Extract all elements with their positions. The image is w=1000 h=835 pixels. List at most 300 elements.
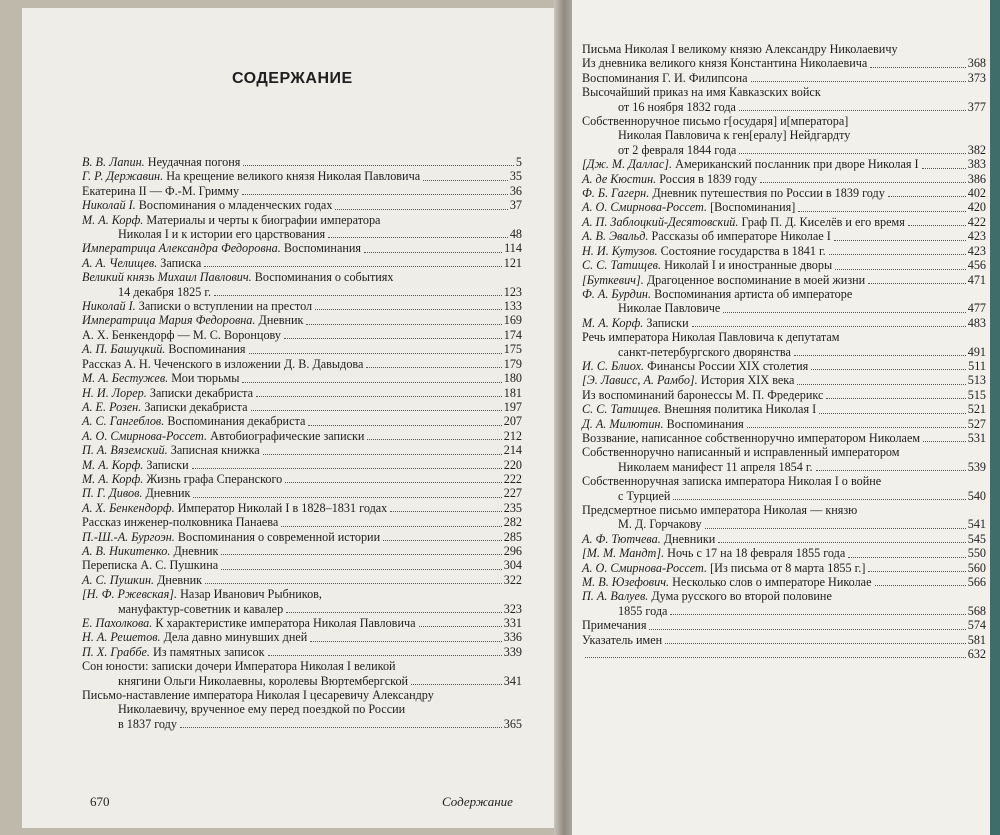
toc-entry-text — [82, 184, 239, 198]
toc-page-number: 220 — [503, 457, 522, 472]
toc-page-number: 386 — [967, 171, 986, 186]
toc-author: М. А. Бестужев. — [82, 371, 169, 386]
toc-title: Рассказ инженер-полковника Панаева — [82, 515, 279, 530]
toc-entry-line — [82, 357, 522, 371]
left-book-page — [22, 8, 560, 828]
toc-entry-text — [82, 256, 201, 270]
toc-entry-line — [582, 172, 986, 186]
toc-entry-text — [82, 414, 305, 428]
toc-title: История XIX века — [700, 373, 795, 388]
toc-page-number: 121 — [503, 255, 522, 270]
toc-title: Автобиографические записки — [210, 428, 365, 443]
toc-entry-line — [82, 616, 522, 630]
toc-author: И. С. Блиох. — [582, 358, 645, 373]
toc-title: Дневник — [145, 486, 191, 501]
toc-title: А. Х. Бенкендорф — М. С. Воронцову — [82, 327, 281, 342]
toc-entry — [82, 659, 522, 688]
toc-entry-line — [582, 56, 986, 70]
toc-page-number: 513 — [967, 373, 986, 388]
toc-entry — [582, 42, 986, 56]
toc-author: А. О. Смирнова-Россет. — [582, 560, 708, 575]
toc-page-number: 483 — [967, 315, 986, 330]
toc-page-number: 222 — [503, 471, 522, 486]
toc-title-continued: в 1837 году — [118, 716, 177, 731]
toc-page-number: 531 — [967, 430, 986, 445]
toc-title: Из дневника великого князя Константина Николаевича — [582, 56, 868, 71]
toc-entry-line — [582, 417, 986, 431]
toc-title: Дума русского во второй половине — [651, 589, 832, 604]
toc-entry-line — [82, 256, 522, 270]
dot-leader — [811, 369, 966, 370]
dot-leader — [205, 583, 502, 584]
toc-page-number: 491 — [967, 344, 986, 359]
dot-leader — [256, 396, 502, 397]
toc-author: А. Ф. Тютчева. — [582, 531, 661, 546]
toc-entry-line — [82, 458, 522, 472]
toc-page-number: 35 — [509, 169, 522, 184]
toc-entry-continuation — [582, 128, 986, 142]
toc-entry — [82, 400, 522, 414]
dot-leader — [797, 384, 965, 385]
toc-entry-text — [582, 546, 845, 560]
toc-entry — [582, 532, 986, 546]
toc-title-continued: Николаем манифест 11 апреля 1854 г. — [618, 459, 813, 474]
dot-leader — [888, 196, 966, 197]
toc-entry-text — [82, 688, 434, 702]
toc-title: Состояние государства в 1841 г. — [660, 243, 826, 258]
toc-title: Воспоминания о событиях — [254, 270, 394, 285]
toc-entry-line — [82, 573, 522, 587]
toc-entry-text — [82, 198, 332, 212]
toc-title: Воспоминания — [666, 416, 744, 431]
toc-entry — [582, 575, 986, 589]
toc-title: Американский посланник при дворе Николая I — [675, 157, 919, 172]
toc-entry-line — [582, 157, 986, 171]
toc-author: Г. Р. Державин. — [82, 169, 164, 184]
toc-title: Предсмертное письмо императора Николая — князю — [582, 503, 858, 517]
toc-entry-continuation — [582, 100, 986, 114]
toc-entry-text — [582, 258, 832, 272]
dot-leader — [760, 182, 966, 183]
toc-page-number: 382 — [967, 142, 986, 157]
toc-title: Рассказы об императоре Николае I — [651, 229, 831, 244]
toc-page-number: 471 — [967, 272, 986, 287]
toc-page-number: 37 — [509, 198, 522, 213]
toc-title: Воспоминания декабриста — [167, 414, 306, 429]
toc-entry-line — [82, 371, 522, 385]
toc-entry-text — [82, 659, 396, 673]
toc-entry-line — [82, 169, 522, 183]
toc-title: [Из письма от 8 марта 1855 г.] — [710, 560, 866, 575]
toc-title: Собственноручное письмо г[осударя] и[мператора] — [582, 114, 849, 129]
toc-title-continued: Николая I и к истории его царствования — [118, 227, 326, 242]
toc-title: Воспоминания артиста об императоре — [654, 286, 853, 301]
toc-page-number: 336 — [503, 630, 522, 645]
toc-page-number: 5 — [515, 155, 522, 169]
toc-entry-line — [582, 532, 986, 546]
toc-page-number: 568 — [967, 603, 986, 618]
toc-entry — [82, 616, 522, 630]
toc-entry-line — [582, 546, 986, 560]
toc-page-number: 214 — [503, 443, 522, 458]
toc-entry — [582, 215, 986, 229]
toc-title: Письма Николая I великому князю Александру Николаевичу — [582, 42, 898, 56]
toc-entry — [82, 573, 522, 587]
toc-author: [Дж. М. Даллас]. — [582, 157, 673, 172]
dot-leader — [649, 629, 965, 630]
toc-title: Переписка А. С. Пушкина — [82, 558, 219, 573]
toc-page-number: 331 — [503, 616, 522, 630]
toc-title-continued: 14 декабря 1825 г. — [118, 284, 212, 299]
toc-page-number: 175 — [503, 342, 522, 357]
toc-entry-line — [582, 575, 986, 589]
toc-entry-text — [82, 169, 420, 183]
toc-title: Драгоценное воспоминание в моей жизни — [646, 272, 866, 287]
dot-leader — [848, 557, 965, 558]
toc-author: А. А. Челищев. — [82, 255, 158, 270]
toc-entry — [82, 241, 522, 255]
toc-entry-line — [82, 213, 522, 227]
toc-entry-continuation — [582, 345, 986, 359]
dot-leader — [249, 353, 502, 354]
toc-title: Указатель имен — [582, 632, 663, 647]
toc-entry-line — [582, 258, 986, 272]
dot-leader — [364, 252, 502, 253]
toc-page-number: 632 — [967, 647, 986, 662]
toc-author: Д. А. Милютин. — [582, 416, 664, 431]
toc-title-continued: от 2 февраля 1844 года — [618, 142, 737, 157]
toc-page-number: 339 — [503, 644, 522, 659]
page-number: 670 — [90, 794, 110, 809]
toc-entry-line — [82, 328, 522, 342]
dot-leader — [243, 165, 514, 166]
toc-title: Ночь с 17 на 18 февраля 1855 года — [667, 546, 846, 561]
toc-entry — [582, 633, 986, 647]
toc-entry — [82, 371, 522, 385]
toc-entry-line — [582, 431, 986, 445]
toc-entry-line — [582, 229, 986, 243]
toc-title: Из памятных записок — [152, 644, 265, 659]
toc-title: Записки о вступлении на престол — [138, 299, 313, 314]
toc-page-number: 456 — [967, 258, 986, 273]
toc-entry-line — [582, 244, 986, 258]
dot-leader — [829, 254, 966, 255]
toc-entry-text — [582, 474, 881, 488]
dot-leader — [310, 641, 501, 642]
toc-entry-line — [582, 316, 986, 330]
toc-entry-text — [82, 558, 218, 572]
toc-entry — [582, 431, 986, 445]
toc-title: Записки — [646, 315, 689, 330]
toc-title: Граф П. Д. Киселёв и его время — [741, 214, 905, 229]
toc-entry-line — [582, 618, 986, 632]
toc-title: Внешняя политика Николая I — [664, 402, 817, 417]
toc-author: М. А. Корф. — [82, 457, 144, 472]
toc-entry-line — [582, 273, 986, 287]
toc-entry-text — [582, 316, 689, 330]
dot-leader — [868, 283, 966, 284]
dot-leader — [221, 554, 501, 555]
dot-leader — [705, 528, 966, 529]
toc-entry-line — [82, 198, 522, 212]
dot-leader — [798, 211, 965, 212]
toc-page-number: 323 — [503, 601, 522, 616]
toc-author: В. В. Лапин. — [82, 155, 145, 169]
toc-page-number: 114 — [504, 241, 522, 256]
toc-entry-text — [582, 85, 821, 99]
toc-page-number: 373 — [967, 70, 986, 85]
toc-title: Финансы России XIX столетия — [647, 358, 809, 373]
toc-page-number: 133 — [503, 299, 522, 314]
toc-author: А. О. Смирнова-Россет. — [82, 428, 208, 443]
toc-title: Собственноручно написанный и исправленный императором — [582, 445, 900, 460]
toc-entry — [82, 386, 522, 400]
dot-leader — [328, 237, 508, 238]
dot-leader — [868, 571, 965, 572]
toc-page-number: 420 — [967, 200, 986, 215]
toc-entry — [82, 155, 522, 169]
toc-page-number: 521 — [967, 402, 986, 417]
toc-page-number: 180 — [503, 371, 522, 386]
toc-page-number: 174 — [503, 327, 522, 342]
toc-entry — [582, 373, 986, 387]
toc-title: На крещение великого князя Николая Павловича — [166, 169, 421, 184]
toc-entry-continuation — [582, 489, 986, 503]
toc-title: Высочайший приказ на имя Кавказских войск — [582, 85, 821, 100]
toc-entry-text — [82, 515, 278, 529]
toc-page-number: 179 — [503, 356, 522, 371]
toc-entry-line — [582, 633, 986, 647]
toc-title: Неудачная погоня — [147, 155, 241, 169]
toc-entry-text — [82, 270, 394, 284]
toc-entry-text — [582, 157, 919, 171]
toc-entry — [582, 229, 986, 243]
toc-author: С. С. Татищев. — [582, 258, 662, 273]
toc-entry-line — [582, 474, 986, 488]
toc-entry — [582, 85, 986, 114]
toc-entry-text — [582, 229, 831, 243]
toc-title: Россия в 1839 году — [659, 171, 758, 186]
toc-title: Воззвание, написанное собственноручно императором Николаем — [582, 430, 921, 445]
toc-author: Ф. А. Бурдин. — [582, 286, 652, 301]
toc-page-number: 539 — [967, 459, 986, 474]
toc-entry-continuation — [582, 460, 986, 474]
toc-entry — [82, 458, 522, 472]
toc-entry-text — [582, 359, 808, 373]
toc-entry-line — [82, 530, 522, 544]
toc-entry-line — [582, 215, 986, 229]
toc-author: Императрица Александра Федоровна. — [82, 241, 281, 256]
toc-page-number: 212 — [503, 428, 522, 443]
toc-entry — [82, 184, 522, 198]
toc-title: Собственноручная записка императора Николая I о войне — [582, 474, 882, 489]
dot-leader — [723, 312, 965, 313]
toc-page-number: 550 — [967, 546, 986, 561]
toc-entry — [582, 445, 986, 474]
toc-page-number: 477 — [967, 301, 986, 316]
dot-leader — [204, 266, 501, 267]
dot-leader — [816, 470, 966, 471]
toc-author: Великий князь Михаил Павлович. — [82, 270, 252, 285]
toc-entry-continuation — [82, 285, 522, 299]
toc-entry-line — [82, 270, 522, 284]
toc-title-continued: М. Д. Горчакову — [618, 517, 702, 532]
toc-author: Николай I. — [82, 198, 136, 213]
toc-entry-line — [582, 503, 986, 517]
toc-entry-text — [582, 330, 840, 344]
toc-title-continued: Николае Павловиче — [618, 301, 721, 316]
toc-page-number: 423 — [967, 229, 986, 244]
toc-author: М. В. Юзефович. — [582, 575, 670, 590]
toc-entry — [82, 645, 522, 659]
toc-page-number: 296 — [503, 543, 522, 558]
toc-title: Записная книжка — [170, 443, 260, 458]
toc-title-continued: княгини Ольги Николаевны, королевы Вюртембергской — [118, 673, 409, 688]
toc-entry — [82, 414, 522, 428]
dot-leader — [315, 309, 502, 310]
toc-title-continued: с Турцией — [618, 488, 671, 503]
dot-leader — [834, 240, 966, 241]
toc-entry-text — [82, 630, 307, 644]
toc-title-continued: Николаевичу, врученное ему перед поездкой по России — [118, 702, 406, 717]
dot-leader — [242, 194, 508, 195]
toc-title-continued: мануфактур-советник и кавалер — [118, 601, 284, 616]
toc-page-number: 285 — [503, 529, 522, 544]
dot-leader — [192, 468, 502, 469]
toc-entry-text — [582, 618, 646, 632]
toc-entry-line — [82, 429, 522, 443]
toc-page-number: 169 — [503, 313, 522, 328]
toc-entry-line — [82, 414, 522, 428]
toc-entry — [82, 443, 522, 457]
toc-entry — [582, 114, 986, 157]
toc-entry-text — [82, 342, 246, 356]
toc-title: Дневник — [258, 313, 304, 328]
toc-entry-line — [82, 241, 522, 255]
contents-heading: СОДЕРЖАНИЕ — [232, 70, 353, 87]
dot-leader — [870, 67, 965, 68]
dot-leader — [819, 413, 966, 414]
toc-title: Жизнь графа Сперанского — [146, 471, 283, 486]
toc-entry-line — [582, 373, 986, 387]
toc-author: [Н. Ф. Ржевская]. — [82, 587, 178, 602]
dot-leader — [826, 398, 965, 399]
toc-page-number: 545 — [967, 531, 986, 546]
toc-entry — [82, 328, 522, 342]
toc-page-number: 566 — [967, 575, 986, 590]
toc-entry — [582, 402, 986, 416]
toc-author: М. А. Корф. — [82, 471, 144, 486]
toc-entry-text — [582, 417, 744, 431]
toc-entry-text — [82, 645, 265, 659]
toc-page-number: 282 — [503, 515, 522, 530]
toc-title-continued: от 16 ноября 1832 года — [618, 99, 736, 114]
toc-page-number: 422 — [967, 214, 986, 229]
toc-page-number: 423 — [967, 243, 986, 258]
toc-title: Дневник — [173, 543, 219, 558]
dot-leader — [383, 540, 502, 541]
toc-author: А. С. Гангеблов. — [82, 414, 165, 429]
toc-entry-line — [582, 589, 986, 603]
toc-title: Дела давно минувших дней — [163, 630, 308, 645]
toc-title-continued: санкт-петербургского дворянства — [618, 344, 791, 359]
toc-page-number: 235 — [503, 500, 522, 515]
toc-title: К характеристике императора Николая Павловича — [155, 616, 416, 630]
toc-entry-line — [582, 402, 986, 416]
toc-entry-text — [82, 155, 240, 169]
toc-entry-text — [82, 587, 322, 601]
toc-entry-text — [82, 386, 253, 400]
toc-entry-line — [82, 501, 522, 515]
toc-author: П. Х. Граббе. — [82, 644, 150, 659]
toc-entry — [82, 213, 522, 242]
toc-entry-line — [582, 287, 986, 301]
toc-author: Н. А. Решетов. — [82, 630, 161, 645]
toc-entry-continuation — [582, 517, 986, 531]
toc-page-number: 341 — [503, 673, 522, 688]
toc-entry — [82, 357, 522, 371]
toc-entry — [82, 544, 522, 558]
toc-entry-text — [82, 501, 387, 515]
toc-entry — [582, 56, 986, 70]
toc-author: А. В. Никитенко. — [82, 543, 171, 558]
dot-leader — [908, 225, 966, 226]
toc-entry-text — [82, 530, 380, 544]
toc-entry-text — [82, 328, 281, 342]
toc-entry — [82, 515, 522, 529]
toc-entry-line — [582, 42, 986, 56]
dot-leader — [673, 499, 965, 500]
toc-page-number: 515 — [967, 387, 986, 402]
toc-entry-text — [82, 400, 248, 414]
toc-title: Воспоминания — [283, 241, 362, 256]
dot-leader — [335, 209, 507, 210]
toc-entry-line — [582, 388, 986, 402]
toc-entry-text — [82, 371, 239, 385]
dot-leader — [281, 526, 501, 527]
toc-entry-text — [582, 561, 865, 575]
toc-entry — [82, 313, 522, 327]
toc-entry-line — [82, 688, 522, 702]
dot-leader — [739, 110, 966, 111]
toc-entry-text — [582, 575, 872, 589]
dot-leader — [875, 585, 966, 586]
toc-title: Мои тюрьмы — [171, 371, 240, 386]
toc-page-number: 581 — [967, 632, 986, 647]
toc-page-number: 527 — [967, 416, 986, 431]
dot-leader — [692, 326, 966, 327]
toc-entry-text — [582, 71, 748, 85]
toc-entry — [82, 169, 522, 183]
toc-title: Дневник — [157, 572, 203, 587]
toc-author: Н. И. Кутузов. — [582, 243, 658, 258]
toc-title: Екатерина II — Ф.-М. Гримму — [82, 183, 240, 198]
toc-entry — [82, 587, 522, 616]
toc-entry-text — [582, 402, 816, 416]
toc-entry-continuation — [82, 602, 522, 616]
toc-page-number: 207 — [503, 414, 522, 429]
dot-leader — [835, 269, 966, 270]
toc-entry-text — [582, 287, 852, 301]
dot-leader — [214, 295, 502, 296]
toc-entry-line — [582, 359, 986, 373]
toc-entry-text — [582, 388, 823, 402]
toc-author: А. В. Эвальд. — [582, 229, 649, 244]
toc-entry-continuation — [582, 604, 986, 618]
toc-entry-text — [82, 313, 303, 327]
toc-entry-text — [82, 299, 312, 313]
toc-entry — [582, 589, 986, 618]
